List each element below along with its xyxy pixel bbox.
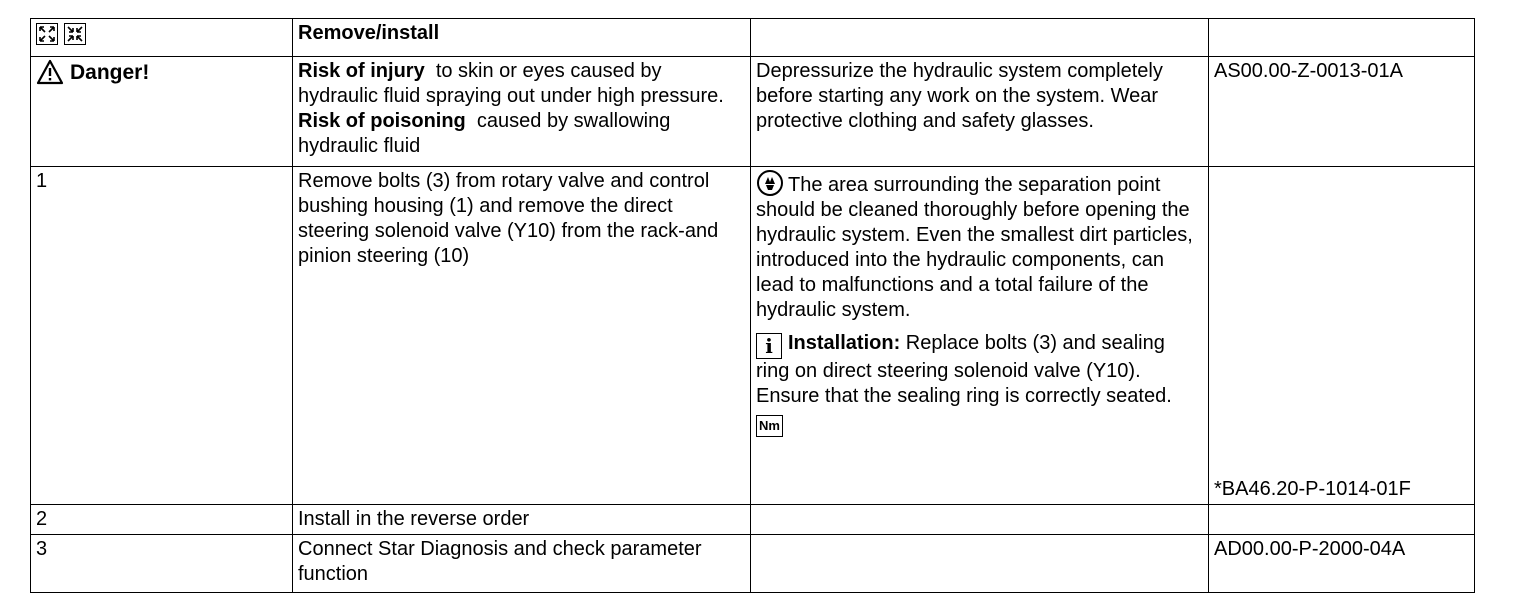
step-text: Connect Star Diagnosis and check parameter function [293,535,751,593]
step-ref-link[interactable] [1209,505,1475,535]
step-ref-link[interactable]: *BA46.20-P-1014-01F [1209,167,1475,505]
cleaning-note [756,169,1203,323]
header-empty-3 [751,19,1209,57]
step-notes-cell [751,535,1209,593]
step-row-2 [31,505,1475,535]
installation-text: Replace bolts (3) and sealing ring on direct steering solenoid valve (Y10). Ensure that the sealing ring is correctly seated. [756,332,1172,407]
installation-label: Installation: [788,332,901,354]
torque-nm-icon[interactable]: Nm [756,415,783,437]
danger-action: Depressurize the hydraulic system completely before starting any work on the system. Wear protective clothing and safety glasses. [751,57,1209,167]
header-row [31,19,1475,57]
danger-label: Danger! [70,60,150,84]
danger-ref-link[interactable]: AS00.00-Z-0013-01A [1209,57,1475,167]
installation-note [756,331,1203,409]
danger-label-cell [31,57,293,167]
risk-poisoning-label: Risk of poisoning [298,110,466,132]
header-icons-cell [31,19,293,57]
header-empty-4 [1209,19,1475,57]
danger-row [31,57,1475,167]
step-row-1 [31,167,1475,505]
risk-injury-label: Risk of injury [298,60,425,82]
step-notes-cell [751,167,1209,505]
step-number: 1 [31,167,293,505]
warning-triangle-icon [36,59,64,85]
step-number: 2 [31,505,293,535]
expand-icon[interactable] [36,23,58,45]
risk-injury-text: to skin or eyes caused by hydraulic fluid spraying out under high pressure. [298,60,724,107]
step-text: Install in the reverse order [293,505,751,535]
risk-poisoning-text: caused by swallowing hydraulic fluid [298,110,676,157]
step-notes-cell [751,505,1209,535]
header-title: Remove/install [293,19,751,57]
step-text: Remove bolts (3) from rotary valve and control bushing housing (1) and remove the direct steering solenoid valve (Y10) from the rack-and pinion steering (10) [293,167,751,505]
collapse-icon[interactable] [64,23,86,45]
step-number: 3 [31,535,293,593]
step-ref-link[interactable]: AD00.00-P-2000-04A [1209,535,1475,593]
note-hand-icon [756,169,784,197]
step-row-3 [31,535,1475,593]
info-icon: i [756,333,782,359]
cleaning-note-text: The area surrounding the separation point should be cleaned thoroughly before opening the hydraulic system. Even the smallest dirt particles, introduced into the hydraulic components, can lead to malfunctions and a total failure of the hydraulic system. [756,174,1193,321]
danger-description [293,57,751,167]
procedure-table [30,18,1475,593]
